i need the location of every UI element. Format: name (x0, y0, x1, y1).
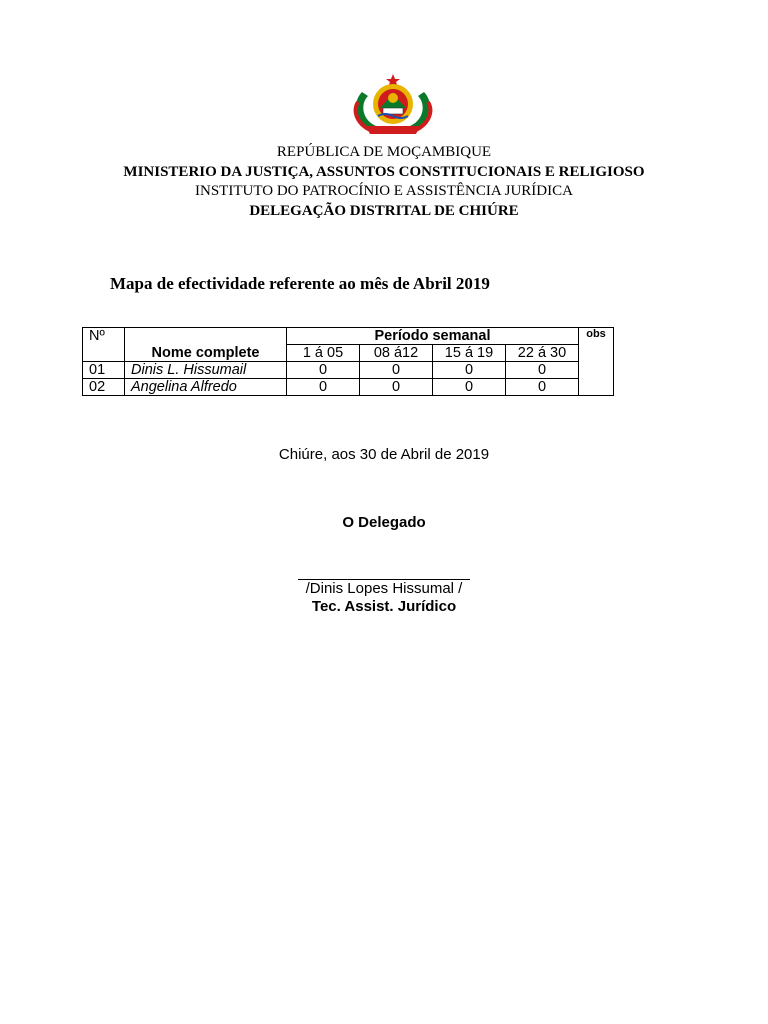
col-no-header: Nº (83, 328, 125, 345)
row-number: 02 (83, 379, 125, 396)
row-value: 0 (433, 379, 506, 396)
signer-title: Tec. Assist. Jurídico (311, 598, 457, 615)
period-3: 15 á 19 (433, 345, 506, 362)
period-2: 08 á12 (360, 345, 433, 362)
period-header: Período semanal (287, 328, 579, 345)
period-4: 22 á 30 (506, 345, 579, 362)
row-value: 0 (360, 379, 433, 396)
signer-name: /Dinis Lopes Hissumal / (305, 580, 463, 597)
col-name-header: Nome complete (125, 345, 287, 362)
table-header-row-2 (83, 345, 614, 362)
signer-role: O Delegado (342, 514, 426, 531)
obs-header: obs (579, 328, 614, 345)
obs-cell (579, 345, 614, 362)
ministry-name: MINISTERIO DA JUSTIÇA, ASSUNTOS CONSTITUCIONAIS E RELIGIOSO (123, 163, 645, 180)
col-name-top-cell (125, 328, 287, 345)
row-value: 0 (433, 362, 506, 379)
row-value: 0 (506, 362, 579, 379)
row-name: Dinis L. Hissumail (125, 362, 287, 379)
row-value: 0 (506, 379, 579, 396)
period-1: 1 á 05 (287, 345, 360, 362)
attendance-table (82, 327, 614, 396)
row-name: Angelina Alfredo (125, 379, 287, 396)
delegation-name: DELEGAÇÃO DISTRITAL DE CHIÚRE (249, 202, 519, 219)
coat-of-arms-icon (348, 72, 438, 136)
row-value: 0 (287, 362, 360, 379)
country-name: REPÚBLICA DE MOÇAMBIQUE (276, 144, 492, 160)
institute-name: INSTITUTO DO PATROCÍNIO E ASSISTÊNCIA JURÍDICA (195, 183, 573, 199)
table-header-row-1 (83, 328, 614, 345)
place-and-date: Chiúre, aos 30 de Abril de 2019 (278, 446, 490, 463)
map-title: Mapa de efectividade referente ao mês de Abril 2019 (110, 274, 490, 293)
document-header (0, 143, 768, 221)
obs-cell (579, 362, 614, 379)
row-value: 0 (287, 379, 360, 396)
table-row (83, 379, 614, 396)
table-row (83, 362, 614, 379)
row-value: 0 (360, 362, 433, 379)
row-number: 01 (83, 362, 125, 379)
col-no-bottom-cell (83, 345, 125, 362)
obs-cell (579, 379, 614, 396)
